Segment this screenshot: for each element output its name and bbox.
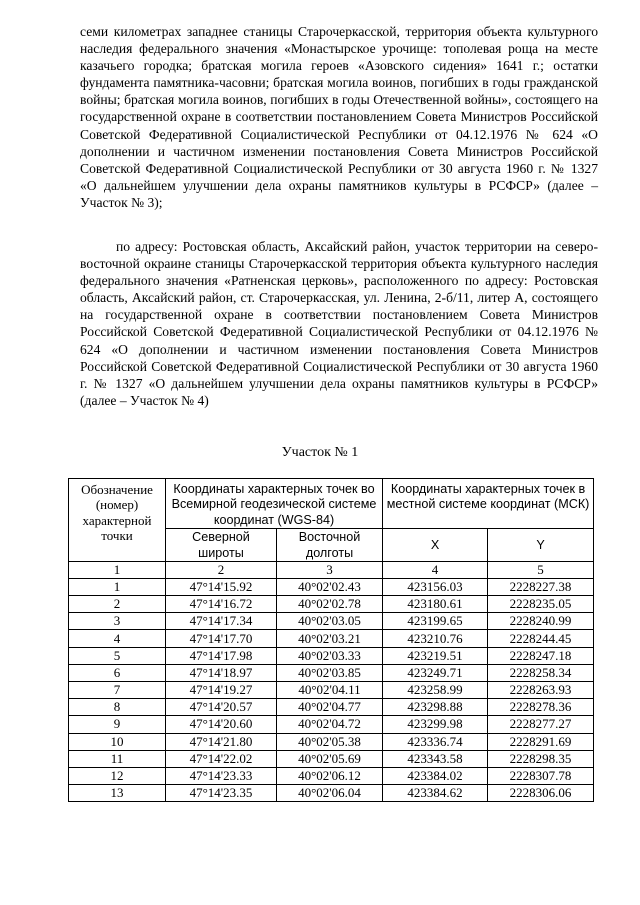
longitude-cell: 40°02'06.04 [277, 785, 383, 802]
point-number-cell: 6 [69, 664, 166, 681]
point-number-cell: 1 [69, 578, 166, 595]
coordinates-table [68, 478, 594, 802]
latitude-cell: 47°14'20.60 [166, 716, 277, 733]
y-coordinate-cell: 2228307.78 [488, 767, 594, 784]
point-number-cell: 8 [69, 699, 166, 716]
latitude-cell: 47°14'17.98 [166, 647, 277, 664]
table-row [69, 647, 594, 664]
column-number: 5 [488, 561, 594, 578]
table-row [69, 785, 594, 802]
y-coordinate-cell: 2228227.38 [488, 578, 594, 595]
x-coordinate-cell: 423298.88 [383, 699, 488, 716]
longitude-cell: 40°02'02.43 [277, 578, 383, 595]
header-latitude: Северной широты [166, 528, 277, 561]
x-coordinate-cell: 423199.65 [383, 613, 488, 630]
longitude-cell: 40°02'02.78 [277, 596, 383, 613]
latitude-cell: 47°14'15.92 [166, 578, 277, 595]
y-coordinate-cell: 2228235.05 [488, 596, 594, 613]
point-number-cell: 13 [69, 785, 166, 802]
x-coordinate-cell: 423336.74 [383, 733, 488, 750]
y-coordinate-cell: 2228306.06 [488, 785, 594, 802]
table-row [69, 716, 594, 733]
latitude-cell: 47°14'17.34 [166, 613, 277, 630]
longitude-cell: 40°02'03.21 [277, 630, 383, 647]
table-body [69, 578, 594, 801]
point-number-cell: 10 [69, 733, 166, 750]
table-row [69, 682, 594, 699]
latitude-cell: 47°14'19.27 [166, 682, 277, 699]
latitude-cell: 47°14'21.80 [166, 733, 277, 750]
column-number: 1 [69, 561, 166, 578]
column-number: 2 [166, 561, 277, 578]
longitude-cell: 40°02'04.77 [277, 699, 383, 716]
header-msk: Координаты характерных точек в местной системе координат (МСК) [383, 479, 594, 529]
paragraph-site-4: по адресу: Ростовская область, Аксайский район, участок территории на северо-восточной окраине станицы Старочеркасской территория объекта культурного наследия федерального значения «Ратненская церковь», расположенного по адресу: Ростовская область, Аксайский район, ст. Старочеркасская, ул. Ленина, 2-б/11, литер А, состоящего на государственной охране в соответствии постановлением Совета Министров Российской Советской Федеративной Социалистической Республики от 04.12.1976 № 624 «О дополнении и частичном изменении постановления Совета Министров Российской Советской Федеративной Социалистической Республики от 30 августа 1960 г. № 1327 «О дальнейшем улучшении дела охраны памятников культуры в РСФСР» (далее – Участок № 4) [80, 239, 598, 408]
y-coordinate-cell: 2228277.27 [488, 716, 594, 733]
y-coordinate-cell: 2228244.45 [488, 630, 594, 647]
header-point-designation: Обозначение (номер) характерной точки [69, 479, 166, 562]
point-number-cell: 3 [69, 613, 166, 630]
paragraph-site-3: семи километрах западнее станицы Старочеркасской, территория объекта культурного наследия федерального значения «Монастырское урочище: тополевая роща на месте казачьего городка; братская могила героев «Азовского сидения» 1641 г.; остатки фундамента памятника-часовни; братская могила воинов, погибших в годы гражданской войны; братская могила воинов, погибших в годы Отечественной войны», состоящего на государственной охране в соответствии постановлением Совета Министров Российской Советской Федеративной Социалистической Республики от 04.12.1976 № 624 «О дополнении и частичном изменении постановления Совета Министров Российской Советской Федеративной Социалистической Республики от 30 августа 1960 г. № 1327 «О дальнейшем улучшении дела охраны памятников культуры в РСФСР» (далее – Участок № 3); [80, 24, 598, 210]
latitude-cell: 47°14'18.97 [166, 664, 277, 681]
longitude-cell: 40°02'03.05 [277, 613, 383, 630]
x-coordinate-cell: 423384.02 [383, 767, 488, 784]
longitude-cell: 40°02'05.38 [277, 733, 383, 750]
point-number-cell: 5 [69, 647, 166, 664]
x-coordinate-cell: 423343.58 [383, 750, 488, 767]
column-number-row [69, 561, 594, 578]
x-coordinate-cell: 423219.51 [383, 647, 488, 664]
table-row [69, 630, 594, 647]
x-coordinate-cell: 423249.71 [383, 664, 488, 681]
y-coordinate-cell: 2228278.36 [488, 699, 594, 716]
point-number-cell: 9 [69, 716, 166, 733]
point-number-cell: 11 [69, 750, 166, 767]
x-coordinate-cell: 423210.76 [383, 630, 488, 647]
table-row [69, 750, 594, 767]
table-row [69, 613, 594, 630]
table-row [69, 767, 594, 784]
longitude-cell: 40°02'03.85 [277, 664, 383, 681]
latitude-cell: 47°14'16.72 [166, 596, 277, 613]
x-coordinate-cell: 423156.03 [383, 578, 488, 595]
y-coordinate-cell: 2228258.34 [488, 664, 594, 681]
latitude-cell: 47°14'23.35 [166, 785, 277, 802]
latitude-cell: 47°14'20.57 [166, 699, 277, 716]
latitude-cell: 47°14'22.02 [166, 750, 277, 767]
column-number: 4 [383, 561, 488, 578]
x-coordinate-cell: 423384.62 [383, 785, 488, 802]
point-number-cell: 7 [69, 682, 166, 699]
header-x: X [383, 528, 488, 561]
latitude-cell: 47°14'17.70 [166, 630, 277, 647]
longitude-cell: 40°02'04.72 [277, 716, 383, 733]
longitude-cell: 40°02'05.69 [277, 750, 383, 767]
x-coordinate-cell: 423299.98 [383, 716, 488, 733]
table-row [69, 664, 594, 681]
header-y: Y [488, 528, 594, 561]
table-row [69, 733, 594, 750]
table-row [69, 699, 594, 716]
x-coordinate-cell: 423258.99 [383, 682, 488, 699]
point-number-cell: 4 [69, 630, 166, 647]
y-coordinate-cell: 2228291.69 [488, 733, 594, 750]
latitude-cell: 47°14'23.33 [166, 767, 277, 784]
header-wgs84: Координаты характерных точек во Всемирной геодезической системе координат (WGS-84) [166, 479, 383, 529]
longitude-cell: 40°02'03.33 [277, 647, 383, 664]
y-coordinate-cell: 2228263.93 [488, 682, 594, 699]
column-number: 3 [277, 561, 383, 578]
table-row [69, 596, 594, 613]
y-coordinate-cell: 2228247.18 [488, 647, 594, 664]
y-coordinate-cell: 2228240.99 [488, 613, 594, 630]
y-coordinate-cell: 2228298.35 [488, 750, 594, 767]
point-number-cell: 12 [69, 767, 166, 784]
table-row [69, 578, 594, 595]
section-title: Участок № 1 [281, 445, 359, 460]
header-longitude: Восточной долготы [277, 528, 383, 561]
longitude-cell: 40°02'04.11 [277, 682, 383, 699]
point-number-cell: 2 [69, 596, 166, 613]
longitude-cell: 40°02'06.12 [277, 767, 383, 784]
x-coordinate-cell: 423180.61 [383, 596, 488, 613]
